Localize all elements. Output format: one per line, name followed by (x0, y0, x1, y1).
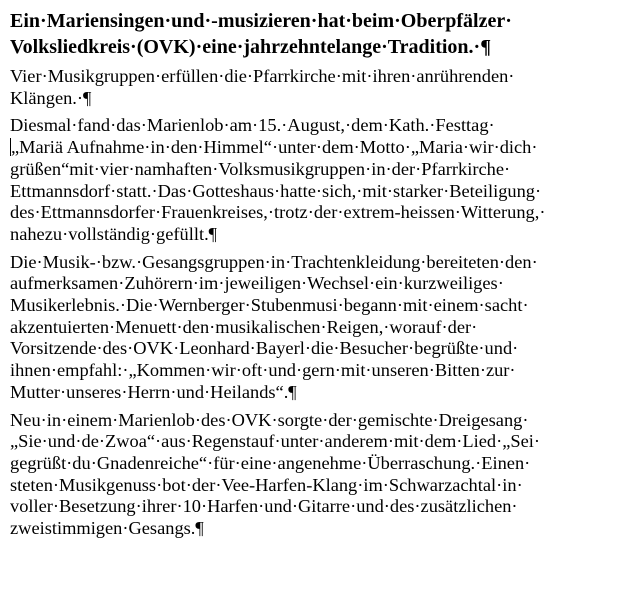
headline-line: Volksliedkreis·(OVK)·eine·jahrzehntelange·Tradition.·¶ (10, 36, 492, 58)
paragraph-line: aufmerksamen·Zuhörern·im·jeweiligen·Wechsel·ein·kurzweiliges· (10, 273, 504, 294)
paragraph-line: Neu·in·einem·Marienlob·des·OVK·sorgte·der·gemischte·Dreigesang· (10, 409, 529, 430)
paragraph-line: Vier·Musikgruppen·erfüllen·die·Pfarrkirche·mit·ihren·anrührenden· (10, 66, 515, 86)
headline-line: Ein·Mariensingen·und·-musizieren·hat·beim·Oberpfälzer· (10, 10, 512, 32)
paragraph-line: Die·Musik-·bzw.·Gesangsgruppen·in·Trachtenkleidung·bereiteten·den· (10, 251, 538, 272)
paragraph-dreigesang (10, 410, 621, 540)
paragraph-line: gegrüßt·du·Gnadenreiche“·für·eine·angenehme·Überraschung.·Einen· (10, 452, 531, 473)
paragraph-line: Vorsitzende·des·OVK·Leonhard·Bayerl·die·Besucher·begrüßte·und· (10, 338, 519, 359)
paragraph-line-with-cursor (10, 137, 621, 159)
paragraph-line: grüßen“mit·vier·namhaften·Volksmusikgruppen·in·der·Pfarrkirche· (10, 158, 511, 179)
paragraph-line: Diesmal·fand·das·Marienlob·am·15.·August,·dem·Kath.·Festtag· (10, 115, 495, 136)
paragraph-line: Ettmannsdorf·statt.·Das·Gotteshaus·hatte·sich,·mit·starker·Beteiligung· (10, 180, 542, 201)
paragraph-musikgruppen (10, 252, 621, 404)
paragraph-line: akzentuierten·Menuett·den·musikalischen·Reigen,·worauf·der· (10, 316, 478, 337)
paragraph-line: Musikerlebnis.·Die·Wernberger·Stubenmusi·begann·mit·einem·sacht· (10, 295, 529, 316)
paragraph-line: des·Ettmannsdorfer·Frauenkreises,·trotz·der·extrem-heissen·Witterung,· (10, 202, 546, 223)
paragraph-line: steten·Musikgenuss·bot·der·Vee-Harfen-Klang·im·Schwarzachtal·in· (10, 474, 523, 495)
paragraph-line: ihnen·empfahl:·„Kommen·wir·oft·und·gern·mit·unseren·Bitten·zur· (10, 360, 516, 381)
paragraph-marienlob (10, 115, 621, 245)
paragraph-line: „Sie·und·de·Zwoa“·aus·Regenstauf·unter·anderem·mit·dem·Lied·„Sei· (10, 431, 541, 452)
paragraph-line: voller·Besetzung·ihrer·10·Harfen·und·Gitarre·und·des·zusätzlichen· (10, 496, 518, 517)
paragraph-intro (10, 66, 621, 109)
paragraph-line: Klängen.·¶ (10, 87, 92, 108)
paragraph-line: nahezu·vollständig·gefüllt.¶ (10, 223, 217, 244)
paragraph-line: Mutter·unseres·Herrn·und·Heilands“.¶ (10, 381, 297, 402)
document-headline (10, 8, 621, 60)
paragraph-line-text: „Mariä Aufnahme·in·den·Himmel“·unter·dem·Motto·„Maria·wir·dich· (11, 137, 538, 158)
paragraph-line: zweistimmigen·Gesangs.¶ (10, 518, 204, 539)
